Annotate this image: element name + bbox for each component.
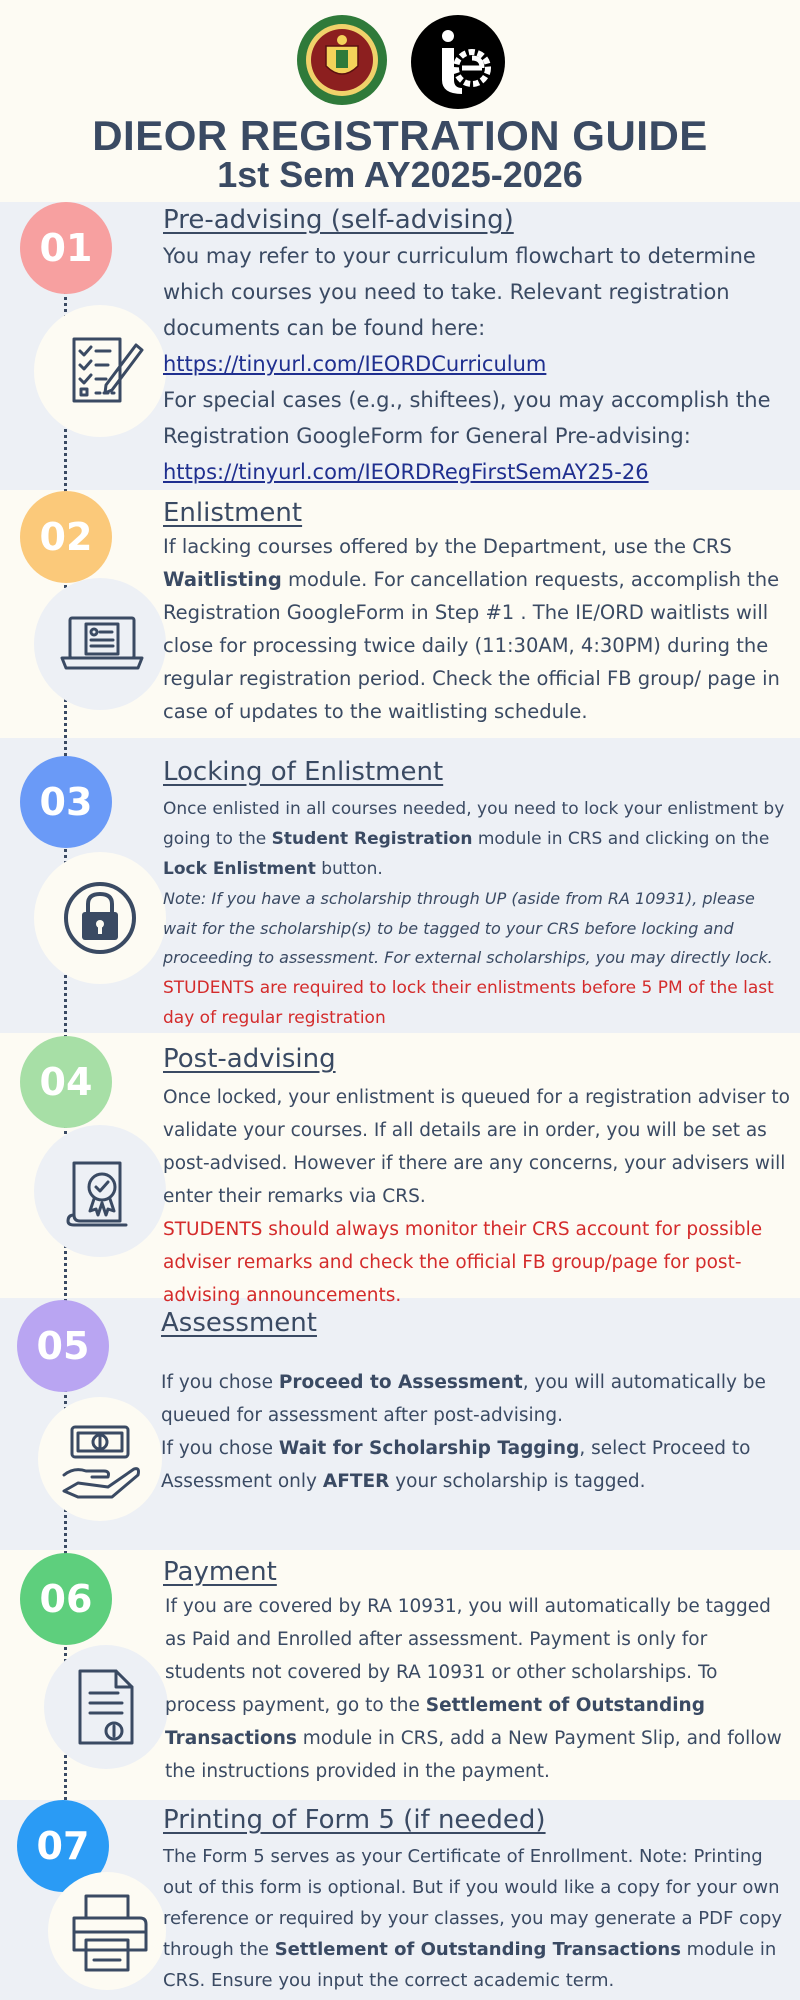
registration-form-link[interactable]: https://tinyurl.com/IEORDRegFirstSemAY25-26 <box>163 460 649 484</box>
step-title: Locking of Enlistment <box>163 757 444 787</box>
hand-money-icon <box>38 1397 162 1521</box>
step-body: If lacking courses offered by the Department, use the CRS Waitlisting module. For cancellation requests, accomplish the Registration GoogleForm in Step #1 . The IE/ORD waitlists will close for processing twice daily (11:30AM, 4:30PM) during the regular registration period. Check the official FB group/ page in case of updates to the waitlisting schedule. <box>163 535 780 723</box>
step-title: Pre-advising (self-advising) <box>163 205 514 235</box>
page-title: DIEOR REGISTRATION GUIDE <box>92 112 708 159</box>
step-number-badge: 03 <box>20 756 112 848</box>
step-body <box>163 238 791 490</box>
step-paragraph: For special cases (e.g., shiftees), you may accomplish the Registration GoogleForm for General Pre-advising: <box>163 388 771 448</box>
step-paragraph: You may refer to your curriculum flowchart to determine which courses you need to take. Relevant registration documents can be found here: <box>163 244 756 340</box>
step-body: The Form 5 serves as your Certificate of Enrollment. Note: Printing out of this form is optional. But if you would like a copy for your own reference or required by your classes, you may generate a PDF copy through the Settlement of Outstanding Transactions module in CRS. Ensure you input the correct academic term. <box>163 1846 783 1991</box>
step-title: Assessment <box>161 1308 317 1338</box>
monitor-crs-alert: STUDENTS should always monitor their CRS account for possible adviser remarks and check the official FB group/page for post-advising announcements. <box>163 1219 763 1306</box>
lock-deadline-alert: STUDENTS are required to lock their enlistments before 5 PM of the last day of regular registration <box>163 977 774 1028</box>
step-title: Enlistment <box>163 498 303 528</box>
header <box>0 0 800 202</box>
step-number-badge: 02 <box>20 491 112 583</box>
step-title: Post-advising <box>163 1044 336 1074</box>
invoice-dollar-icon <box>44 1645 168 1769</box>
step-body: If you are covered by RA 10931, you will automatically be tagged as Paid and Enrolled after assessment. Payment is only for students not covered by RA 10931 or other scholarships. To process payment, go to the Settlement of Outstanding Transactions module in CRS, add a New Payment Slip, and follow the instructions provided in the payment. <box>165 1596 782 1782</box>
document-check-icon <box>34 1125 166 1257</box>
ie-gear-logo-icon <box>410 14 506 110</box>
step-title: Payment <box>163 1557 277 1587</box>
step-body: Once enlisted in all courses needed, you need to lock your enlistment by going to the Student Registration module in CRS and clicking on the Lock Enlistment button. Note: If you have a scholarship through UP (aside from RA 10931), please wait for the scholarship(s) to be tagged to your CRS before locking and proceeding to assessment. For external scholarships, you may directly lock. STUDENTS are required to lock their enlistments before 5 PM of the last day of regular registration <box>163 794 791 1033</box>
step-paragraph: Once locked, your enlistment is queued for a registration adviser to validate your courses. If all details are in order, you will be set as post-advised. However if there are any concerns, your advisers will enter their remarks via CRS. <box>163 1087 790 1207</box>
laptop-form-icon <box>34 578 166 710</box>
checklist-pencil-icon <box>34 305 166 437</box>
page-subtitle: 1st Sem AY2025-2026 <box>217 154 583 195</box>
up-seal-icon <box>296 14 388 106</box>
step-number-badge: 06 <box>20 1553 112 1645</box>
printer-icon <box>48 1872 166 1990</box>
step-body: If you chose Proceed to Assessment, you will automatically be queued for assessment after post-advising. If you chose Wait for Scholarship Tagging, select Proceed to Assessment only AFTER your scholarship is tagged. <box>161 1372 766 1492</box>
curriculum-link[interactable]: https://tinyurl.com/IEORDCurriculum <box>163 352 547 376</box>
step-title: Printing of Form 5 (if needed) <box>163 1805 546 1835</box>
step-number-badge: 05 <box>17 1300 109 1392</box>
step-body <box>163 1081 791 1312</box>
scholarship-note: Note: If you have a scholarship through UP (aside from RA 10931), please wait for the scholarship(s) to be tagged to your CRS before locking and proceeding to assessment. For external scholarships, you may directly lock. <box>163 889 773 967</box>
step-number-badge: 01 <box>20 202 112 294</box>
padlock-icon <box>34 852 166 984</box>
step-number-badge: 07 <box>17 1800 109 1892</box>
step-number-badge: 04 <box>20 1036 112 1128</box>
